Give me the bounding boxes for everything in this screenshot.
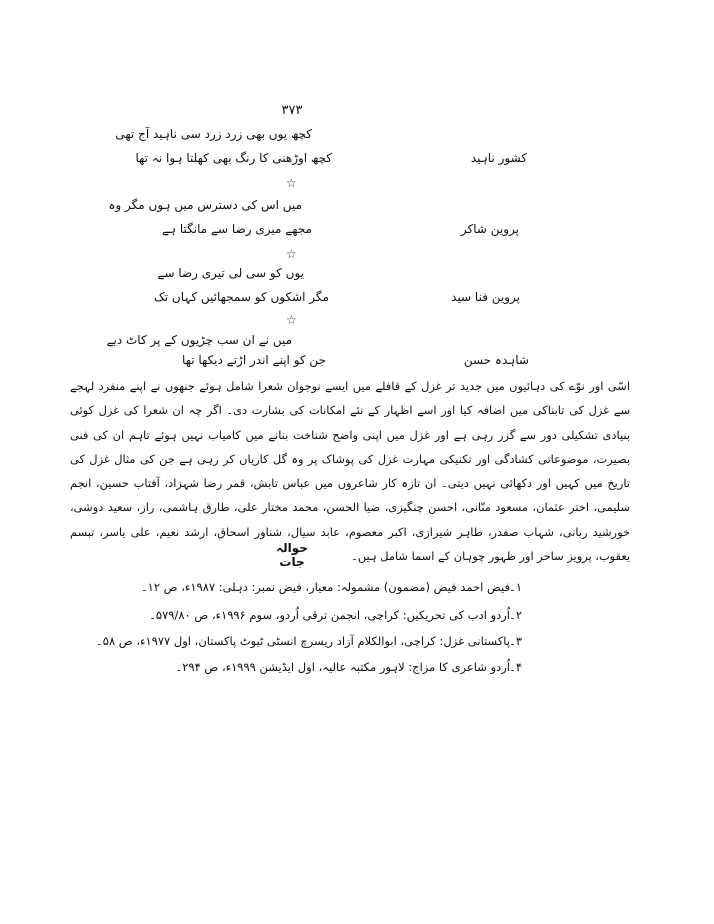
poem-2-line-2: مجھے میری رضا سے مانگتا ہے — [162, 222, 312, 236]
poem-1-poet: کشور ناہید — [470, 151, 527, 165]
poem-1-line-1: کچھ یوں بھی زرد زرد سی ناہید آج تھی — [115, 127, 312, 141]
poem-2-line-1: میں اس کی دسترس میں ہوں مگر وہ — [108, 198, 302, 212]
reference-text: اُردو شاعری کا مزاج: لاہور مکتبہ عالیہ، اول ایڈیشن ۱۹۹۹ء، ص ۲۹۴۔ — [175, 660, 510, 674]
reference-text: پاکستانی غزل: کراچی، ابوالکلام آزاد ریسرچ انسٹی ٹیوٹ پاکستان، اول ۱۹۷۷ء، ص ۵۸۔ — [96, 634, 510, 648]
page-number: ۳۷۳ — [281, 103, 303, 118]
poem-4-poet: شاہدہ حسن — [463, 353, 529, 367]
poem-1-line-2: کچھ اوڑھنی کا رنگ بھی کھلتا ہوا نہ تھا — [135, 151, 332, 165]
poem-3-poet: پروین فنا سید — [451, 290, 520, 304]
poem-4-line-1: میں نے ان سب چڑیوں کے پر کاٹ دیے — [106, 333, 292, 347]
references-heading: حوالہ جات — [276, 541, 308, 569]
star-divider-icon: ☆ — [286, 176, 297, 190]
star-divider-icon: ☆ — [286, 247, 297, 261]
poem-3-line-1: یوں کو سی لی تیری رضا سے — [157, 266, 304, 280]
poem-3-line-2: مگر اشکوں کو سمجھائیں کہاں تک — [153, 290, 329, 304]
body-paragraph: اسّی اور نوّے کی دہائیوں میں جدید تر غزل کے قافلے میں ایسے نوجوان شعرا شامل ہوئے جنھوں نے اپنے منفرد لہجے سے غزل کی تابناکی میں اضافہ کیا اور اسے اظہار کے نئے امکانات کی بشارت دی۔ اگر چہ ان شعرا کی غزل کوئی بنیادی تشکیلی دور سے گزر رہی ہے اور غزل میں اپنی واضح شناخت بنانے میں کامیاب نہیں ہوئے تاہم ان کی فنی بصیرت، موضوعاتی کشادگی اور تکنیکی مہارت غزل کی پوشاک پر وہ گل کاریاں کر رہی ہے جن کی مثال غزل کی تاریخ میں کہیں اور دکھائی نہیں دیتی۔ ان تازہ کار شاعروں میں عباس تابش، قمر رضا شہزاد، آفتاب حسین، انجم سلیمی، اختر عثمان، مسعود منّانی، احسن چنگیزی، ضیا الحسن، محمد مختار علی، طارق ہاشمی، راز، سعید دوشی، خورشید ربانی، شہاب صفدر، طاہر شیرازی، اکبر معصوم، عابد سیال، شناور اسحاق، ارشد نعیم، علی یاسر، تبسم یعقوب، پرویز ساحر اور ظہور چوہان کے اسما شامل ہیں۔ — [70, 379, 630, 564]
reference-number: ۴۔ — [509, 660, 522, 674]
reference-number: ۱۔ — [509, 580, 522, 594]
reference-text: فیض احمد فیض (مضمون) مشمولہ: معیار، فیض نمبر: دہلی: ۱۹۸۷ء، ص ۱۲۔ — [140, 580, 510, 594]
star-divider-icon: ☆ — [286, 313, 297, 327]
poem-2-poet: پروین شاکر — [460, 222, 519, 236]
reference-text: اُردو ادب کی تحریکیں: کراچی، انجمن ترقی اُردو، سوم ۱۹۹۶ء، ص ۵۷۹/۸۰۔ — [149, 608, 510, 622]
reference-number: ۳۔ — [509, 634, 522, 648]
reference-number: ۲۔ — [509, 608, 522, 622]
poem-4-line-2: جن کو اپنے اندر اڑتے دیکھا تھا — [182, 353, 326, 367]
